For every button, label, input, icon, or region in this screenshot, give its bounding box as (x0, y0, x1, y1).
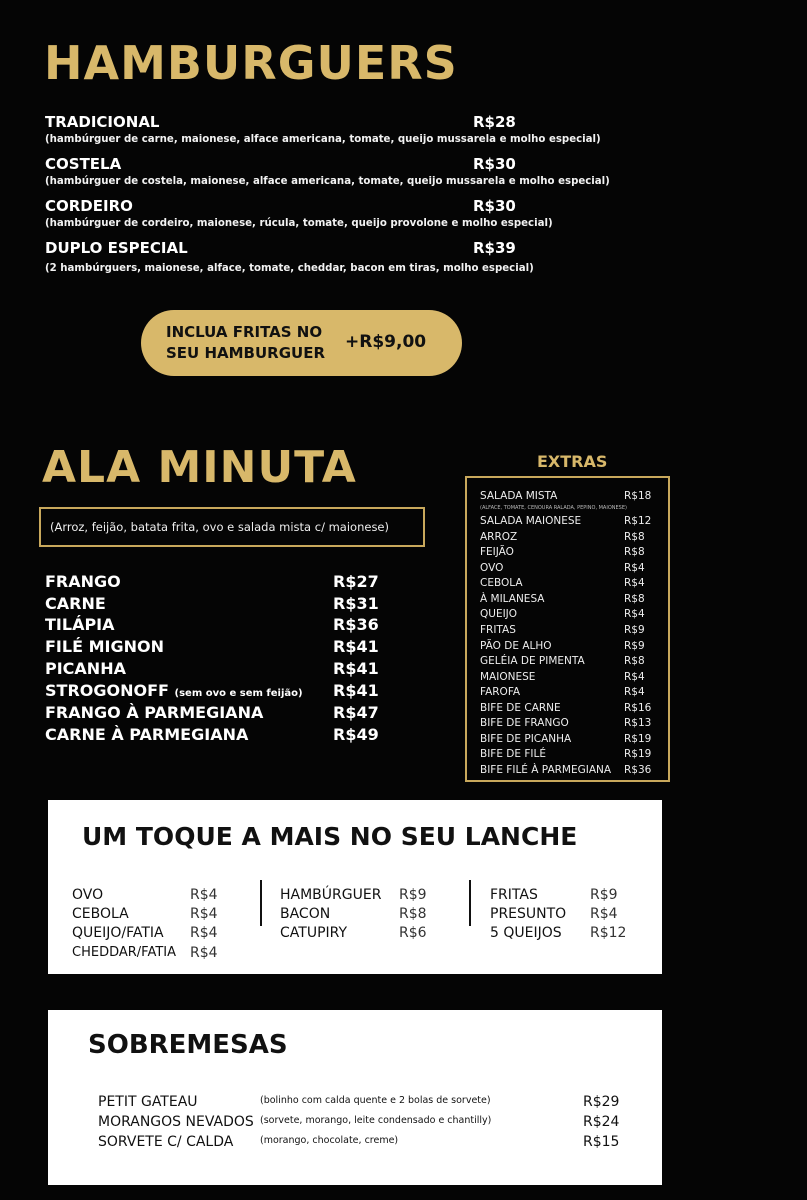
list-item (480, 717, 660, 732)
item-description: (bolinho com calda quente e 2 bolas de sorvete) (260, 1095, 491, 1106)
menu-item (45, 681, 385, 703)
item-name: MORANGOS NEVADOS (98, 1114, 254, 1130)
item-name: GELÉIA DE PIMENTA (480, 655, 585, 667)
item-price: R$9 (399, 887, 427, 903)
item-price: R$4 (190, 906, 218, 922)
list-item (480, 702, 660, 717)
item-price: R$4 (190, 887, 218, 903)
item-price: R$30 (473, 197, 516, 215)
item-name: OVO (72, 887, 104, 903)
item-price: R$39 (473, 239, 516, 257)
item-price: R$4 (590, 906, 618, 922)
menu-item (45, 594, 385, 616)
item-name: ARROZ (480, 531, 518, 543)
item-note: (sem ovo e sem feijão) (174, 688, 303, 699)
item-price: R$4 (624, 577, 645, 589)
item-name: BACON (280, 906, 331, 922)
item-name: SORVETE C/ CALDA (98, 1134, 234, 1150)
item-price: R$36 (624, 764, 652, 776)
fries-offer-badge (141, 310, 462, 376)
item-price: R$19 (624, 733, 652, 745)
fries-offer-price: +R$9,00 (345, 332, 427, 352)
list-item (480, 640, 660, 655)
fries-offer-line2: SEU HAMBURGUER (166, 344, 325, 362)
item-price: R$8 (399, 906, 427, 922)
item-price: R$4 (190, 925, 218, 941)
item-name: FRANGO À PARMEGIANA (45, 703, 264, 722)
item-name: CEBOLA (480, 577, 523, 589)
item-price: R$28 (473, 113, 516, 131)
menu-item (45, 703, 385, 725)
item-name: CORDEIRO (45, 197, 133, 215)
menu-item (45, 637, 385, 659)
desserts-panel (48, 1010, 662, 1185)
extras-panel (48, 800, 662, 974)
item-price: R$12 (590, 925, 627, 941)
item-price: R$12 (624, 515, 652, 527)
extras-list (465, 476, 670, 782)
item-description: (sorvete, morango, leite condensado e chantilly) (260, 1115, 492, 1126)
item-name: QUEIJO (480, 608, 518, 620)
item-price: R$30 (473, 155, 516, 173)
item-price: R$4 (624, 608, 645, 620)
fries-offer-line1: INCLUA FRITAS NO (166, 323, 323, 341)
item-name: SALADA MAIONESE (480, 515, 582, 527)
item-price: R$18 (624, 490, 652, 502)
item-name: PÃO DE ALHO (480, 640, 552, 652)
menu-item (45, 615, 385, 637)
item-name: BIFE DE FRANGO (480, 717, 569, 729)
item-name: BIFE DE FILÉ (480, 748, 546, 760)
item-price: R$36 (333, 615, 379, 634)
item-name: FAROFA (480, 686, 521, 698)
item-price: R$8 (624, 593, 645, 605)
item-price: R$8 (624, 531, 645, 543)
item-price: R$41 (333, 659, 379, 678)
menu-item (45, 659, 385, 681)
menu-item (45, 572, 385, 594)
item-name: CATUPIRY (280, 925, 348, 941)
hamburguers-title: HAMBURGUERS (44, 36, 458, 90)
extras-title: EXTRAS (537, 452, 608, 471)
item-price: R$31 (333, 594, 379, 613)
column-divider (260, 880, 262, 926)
menu-item (45, 725, 385, 747)
item-price: R$9 (624, 624, 645, 636)
column-divider (469, 880, 471, 926)
list-item (480, 515, 660, 530)
item-price: R$47 (333, 703, 379, 722)
item-price: R$9 (624, 640, 645, 652)
item-description: (hambúrguer de carne, maionese, alface americana, tomate, queijo mussarela e molho especial) (45, 134, 601, 145)
item-name: PRESUNTO (490, 906, 567, 922)
item-name: MAIONESE (480, 671, 536, 683)
item-name: SALADA MISTA (480, 490, 558, 502)
item-price: R$15 (583, 1134, 620, 1150)
list-item (480, 655, 660, 670)
item-name-with-note (45, 681, 303, 700)
item-name: QUEIJO/FATIA (72, 925, 164, 941)
list-item (480, 593, 660, 608)
item-price: R$16 (624, 702, 652, 714)
item-name: OVO (480, 562, 504, 574)
list-item (480, 490, 660, 505)
item-price: R$4 (190, 945, 218, 961)
list-item (480, 733, 660, 748)
item-name: FILÉ MIGNON (45, 637, 164, 656)
list-item (480, 608, 660, 623)
item-name: BIFE DE PICANHA (480, 733, 572, 745)
item-price: R$49 (333, 725, 379, 744)
item-name: TRADICIONAL (45, 113, 160, 131)
item-name: TILÁPIA (45, 615, 115, 634)
list-item (480, 531, 660, 546)
item-name: CARNE À PARMEGIANA (45, 725, 249, 744)
list-item (480, 546, 660, 561)
item-price: R$19 (624, 748, 652, 760)
item-price: R$6 (399, 925, 427, 941)
list-item (480, 562, 660, 577)
item-name: CHEDDAR/FATIA (72, 945, 176, 960)
item-name: FRANGO (45, 572, 121, 591)
ala-minuta-title: ALA MINUTA (42, 442, 357, 493)
item-name: 5 QUEIJOS (490, 925, 562, 941)
list-item (480, 748, 660, 763)
item-price: R$9 (590, 887, 618, 903)
item-name: FEIJÃO (480, 546, 514, 558)
item-name: FRITAS (480, 624, 516, 636)
item-price: R$4 (624, 671, 645, 683)
item-name: COSTELA (45, 155, 122, 173)
item-name: PICANHA (45, 659, 126, 678)
fries-offer-text (166, 322, 325, 364)
item-price: R$8 (624, 546, 645, 558)
item-price: R$13 (624, 717, 652, 729)
item-name: CEBOLA (72, 906, 129, 922)
item-name: BIFE FILÉ À PARMEGIANA (480, 764, 612, 776)
item-price: R$24 (583, 1114, 620, 1130)
item-name: PETIT GATEAU (98, 1094, 198, 1110)
item-name: FRITAS (490, 887, 538, 903)
item-price: R$4 (624, 562, 645, 574)
item-price: R$27 (333, 572, 379, 591)
ala-minuta-note: (Arroz, feijão, batata frita, ovo e salada mista c/ maionese) (39, 507, 425, 547)
item-description: (2 hambúrguers, maionese, alface, tomate, cheddar, bacon em tiras, molho especial) (45, 263, 534, 274)
item-name: HAMBÚRGUER (280, 887, 382, 903)
list-item (480, 764, 660, 779)
item-description: (hambúrguer de costela, maionese, alface americana, tomate, queijo mussarela e molho especial) (45, 176, 610, 187)
item-price: R$41 (333, 637, 379, 656)
list-item (480, 686, 660, 701)
extras-panel-title: UM TOQUE A MAIS NO SEU LANCHE (82, 822, 578, 851)
list-item (98, 1134, 628, 1154)
item-name: BIFE DE CARNE (480, 702, 561, 714)
list-item (98, 1094, 628, 1114)
item-price: R$29 (583, 1094, 620, 1110)
item-description: (hambúrguer de cordeiro, maionese, rúcula, tomate, queijo provolone e molho especial) (45, 218, 553, 229)
desserts-title: SOBREMESAS (88, 1030, 288, 1060)
item-price: R$4 (624, 686, 645, 698)
list-item (480, 624, 660, 639)
list-item (480, 577, 660, 592)
list-item (480, 671, 660, 686)
item-name: À MILANESA (480, 593, 545, 605)
item-description: (morango, chocolate, creme) (260, 1135, 399, 1146)
item-name: DUPLO ESPECIAL (45, 239, 188, 257)
item-name: CARNE (45, 594, 106, 613)
item-name: STROGONOFF (45, 681, 169, 700)
list-item (98, 1114, 628, 1134)
extras-salad-note: (ALFACE, TOMATE, CENOURA RALADA, PEPINO, MAIONESE) (480, 505, 627, 511)
item-price: R$8 (624, 655, 645, 667)
item-price: R$41 (333, 681, 379, 700)
